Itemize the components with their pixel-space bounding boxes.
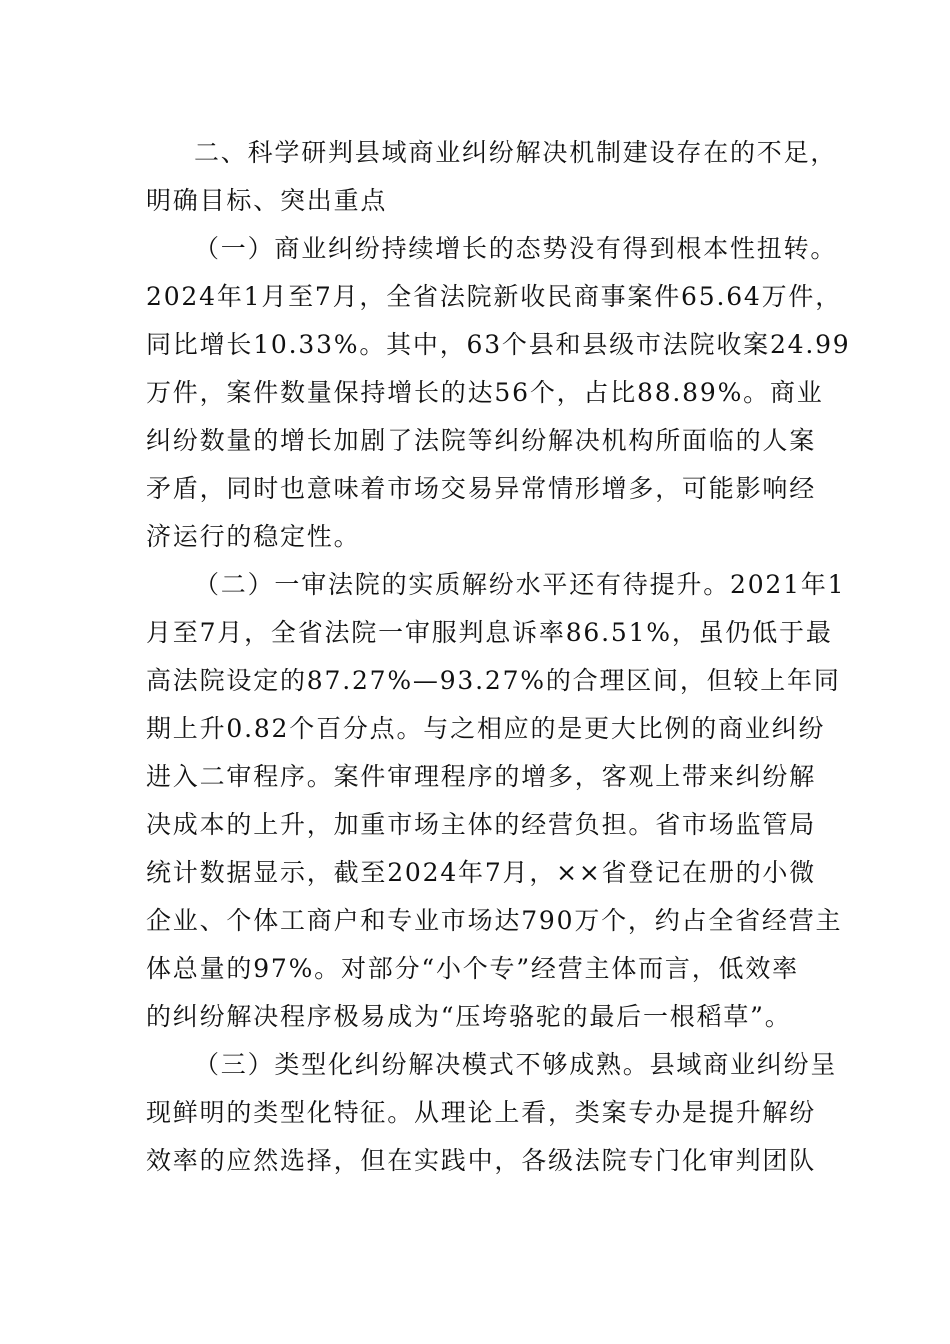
- paragraph-1-line-6: 矛盾，同时也意味着市场交易异常情形增多，可能影响经: [146, 474, 817, 503]
- paragraph-2-line-10: 的纠纷解决程序极易成为“压垮骆驼的最后一根稻草”。: [146, 1002, 792, 1031]
- paragraph-1-line-3: 同比增长10.33%。其中，63个县和县级市法院收案24.99: [146, 330, 851, 359]
- paragraph-2-line-7: 统计数据显示，截至2024年7月，××省登记在册的小微: [146, 858, 817, 887]
- section-heading-line-1: 二、科学研判县域商业纠纷解决机制建设存在的不足，: [194, 138, 838, 167]
- paragraph-3-line-1: （三）类型化纠纷解决模式不够成熟。县域商业纠纷呈: [194, 1050, 838, 1079]
- paragraph-3-line-2: 现鲜明的类型化特征。从理论上看，类案专办是提升解纷: [146, 1098, 817, 1127]
- section-heading-line-2: 明确目标、突出重点: [146, 186, 388, 215]
- paragraph-1-line-1: （一）商业纠纷持续增长的态势没有得到根本性扭转。: [194, 234, 838, 263]
- paragraph-1-line-7: 济运行的稳定性。: [146, 522, 361, 551]
- paragraph-1-line-4: 万件，案件数量保持增长的达56个，占比88.89%。商业: [146, 378, 824, 407]
- paragraph-3-line-3: 效率的应然选择，但在实践中，各级法院专门化审判团队: [146, 1146, 817, 1175]
- paragraph-2-line-8: 企业、个体工商户和专业市场达790万个，约占全省经营主: [146, 906, 843, 935]
- paragraph-2-line-1: （二）一审法院的实质解纷水平还有待提升。2021年1: [194, 570, 846, 599]
- paragraph-2-line-2: 月至7月，全省法院一审服判息诉率86.51%，虽仍低于最: [146, 618, 833, 647]
- paragraph-2-line-9: 体总量的97%。对部分“小个专”经营主体而言，低效率: [146, 954, 799, 983]
- paragraph-1-line-5: 纠纷数量的增长加剧了法院等纠纷解决机构所面临的人案: [146, 426, 817, 455]
- paragraph-2-line-5: 进入二审程序。案件审理程序的增多，客观上带来纠纷解: [146, 762, 817, 791]
- paragraph-1-line-2: 2024年1月至7月，全省法院新收民商事案件65.64万件，: [146, 282, 843, 311]
- paragraph-2-line-4: 期上升0.82个百分点。与之相应的是更大比例的商业纠纷: [146, 714, 826, 743]
- paragraph-2-line-3: 高法院设定的87.27%—93.27%的合理区间，但较上年同: [146, 666, 841, 695]
- paragraph-2-line-6: 决成本的上升，加重市场主体的经营负担。省市场监管局: [146, 810, 817, 839]
